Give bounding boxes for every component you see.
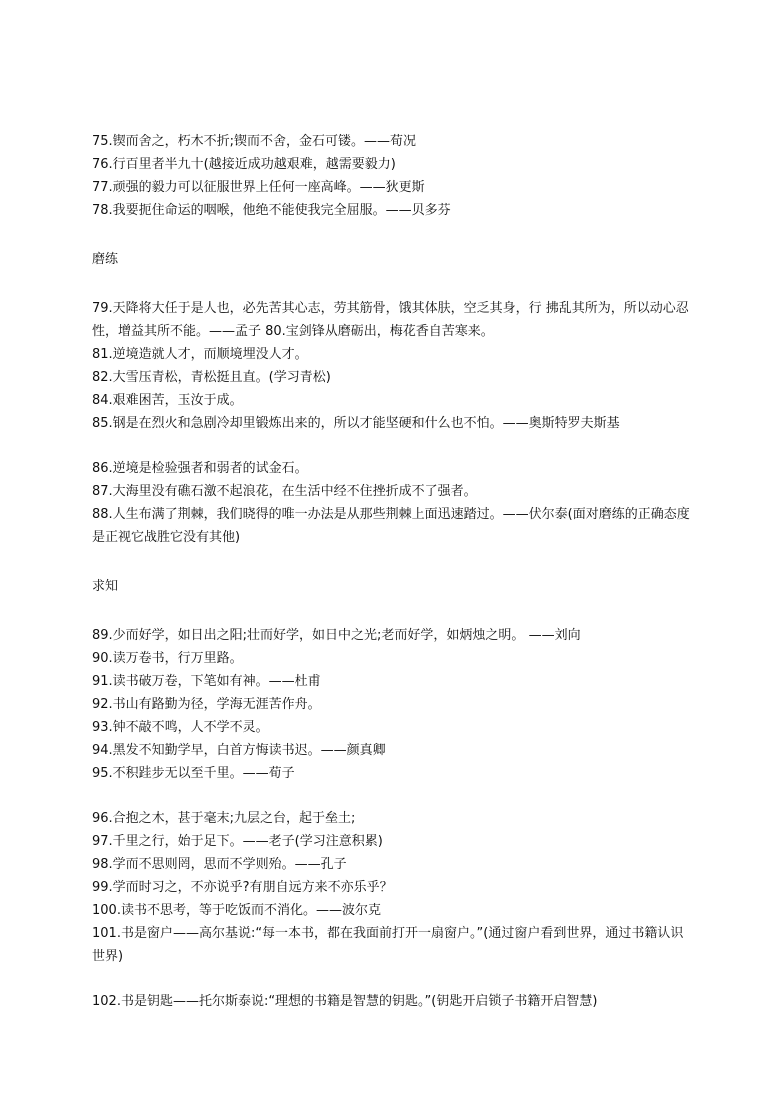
- quote-line: 100.读书不思考，等于吃饭而不消化。——波尔克: [92, 903, 381, 918]
- quote-line: 94.黑发不知勤学早，白首方悔读书迟。——颜真卿: [92, 743, 386, 758]
- quote-group-qiu-zhi: [92, 624, 692, 785]
- quote-line: 82.大雪压青松，青松挺且直。(学习青松): [92, 370, 331, 385]
- quote-line: 89.少而好学，如日出之阳;壮而好学，如日中之光;老而好学，如炳烛之明。 ——刘向: [92, 628, 581, 643]
- quote-line: 91.读书破万卷，下笔如有神。——杜甫: [92, 674, 321, 689]
- quote-line: 81.逆境造就人才，而顺境埋没人才。: [92, 347, 308, 362]
- quote-group-mo-lian-b: [92, 457, 692, 549]
- quote-line: 99.学而时习之，不亦说乎?有朋自远方来不亦乐乎？: [92, 880, 393, 895]
- quote-line: 102.书是钥匙——托尔斯泰说:“理想的书籍是智慧的钥匙。”(钥匙开启锁子书籍开启智慧): [92, 994, 598, 1009]
- quote-line: 76.行百里者半九十(越接近成功越艰难，越需要毅力): [92, 157, 396, 172]
- quote-group-qiu-zhi-c: [92, 990, 692, 1013]
- quote-line: 84.艰难困苦，玉汝于成。: [92, 393, 243, 408]
- quote-line: 90.读万卷书，行万里路。: [92, 651, 243, 666]
- document-content: [92, 130, 692, 1013]
- quote-line: 93.钟不敲不鸣，人不学不灵。: [92, 720, 269, 735]
- quote-line: 92.书山有路勤为径，学海无涯苦作舟。: [92, 697, 321, 712]
- section-heading-qiu-zhi: 求知: [92, 579, 119, 594]
- quote-line: 85.钢是在烈火和急剧冷却里锻炼出来的，所以才能坚硬和什么也不怕。——奥斯特罗夫斯基: [92, 416, 620, 431]
- quote-group-qiu-zhi-b: [92, 807, 692, 968]
- quote-line: 101.书是窗户——高尔基说:“每一本书，都在我面前打开一扇窗户。”(通过窗户看到世界，通过书籍认识世界): [92, 926, 684, 964]
- quote-line: 86.逆境是检验强者和弱者的试金石。: [92, 461, 308, 476]
- quote-line: 78.我要扼住命运的咽喉，他绝不能使我完全屈服。——贝多芬: [92, 203, 451, 218]
- quote-line: 95.不积跬步无以至千里。——荀子: [92, 766, 295, 781]
- quote-line: 96.合抱之木，甚于毫末;九层之台，起于垒土;: [92, 811, 356, 826]
- quote-line: 79.天降将大任于是人也，必先苦其心志，劳其筋骨，饿其体肤，空乏其身，行 拂乱其所为，所以动心忍性，增益其所不能。——孟子 80.宝剑锋从磨砺出，梅花香自苦寒来。: [92, 301, 689, 339]
- section-heading-mo-lian: 磨练: [92, 252, 119, 267]
- quote-group-perseverance: [92, 130, 692, 222]
- quote-line: 75.锲而舍之，朽木不折;锲而不舍，金石可镂。——荀况: [92, 134, 417, 149]
- quote-line: 88.人生布满了荆棘，我们晓得的唯一办法是从那些荆棘上面迅速踏过。——伏尔泰(面对磨练的正确态度是正视它战胜它没有其他): [92, 507, 690, 545]
- quote-line: 97.千里之行，始于足下。——老子(学习注意积累): [92, 834, 383, 849]
- quote-line: 77.顽强的毅力可以征服世界上任何一座高峰。——狄更斯: [92, 180, 425, 195]
- quote-line: 98.学而不思则罔，思而不学则殆。——孔子: [92, 857, 347, 872]
- quote-group-mo-lian: [92, 297, 692, 435]
- quote-line: 87.大海里没有礁石激不起浪花，在生活中经不住挫折成不了强者。: [92, 484, 477, 499]
